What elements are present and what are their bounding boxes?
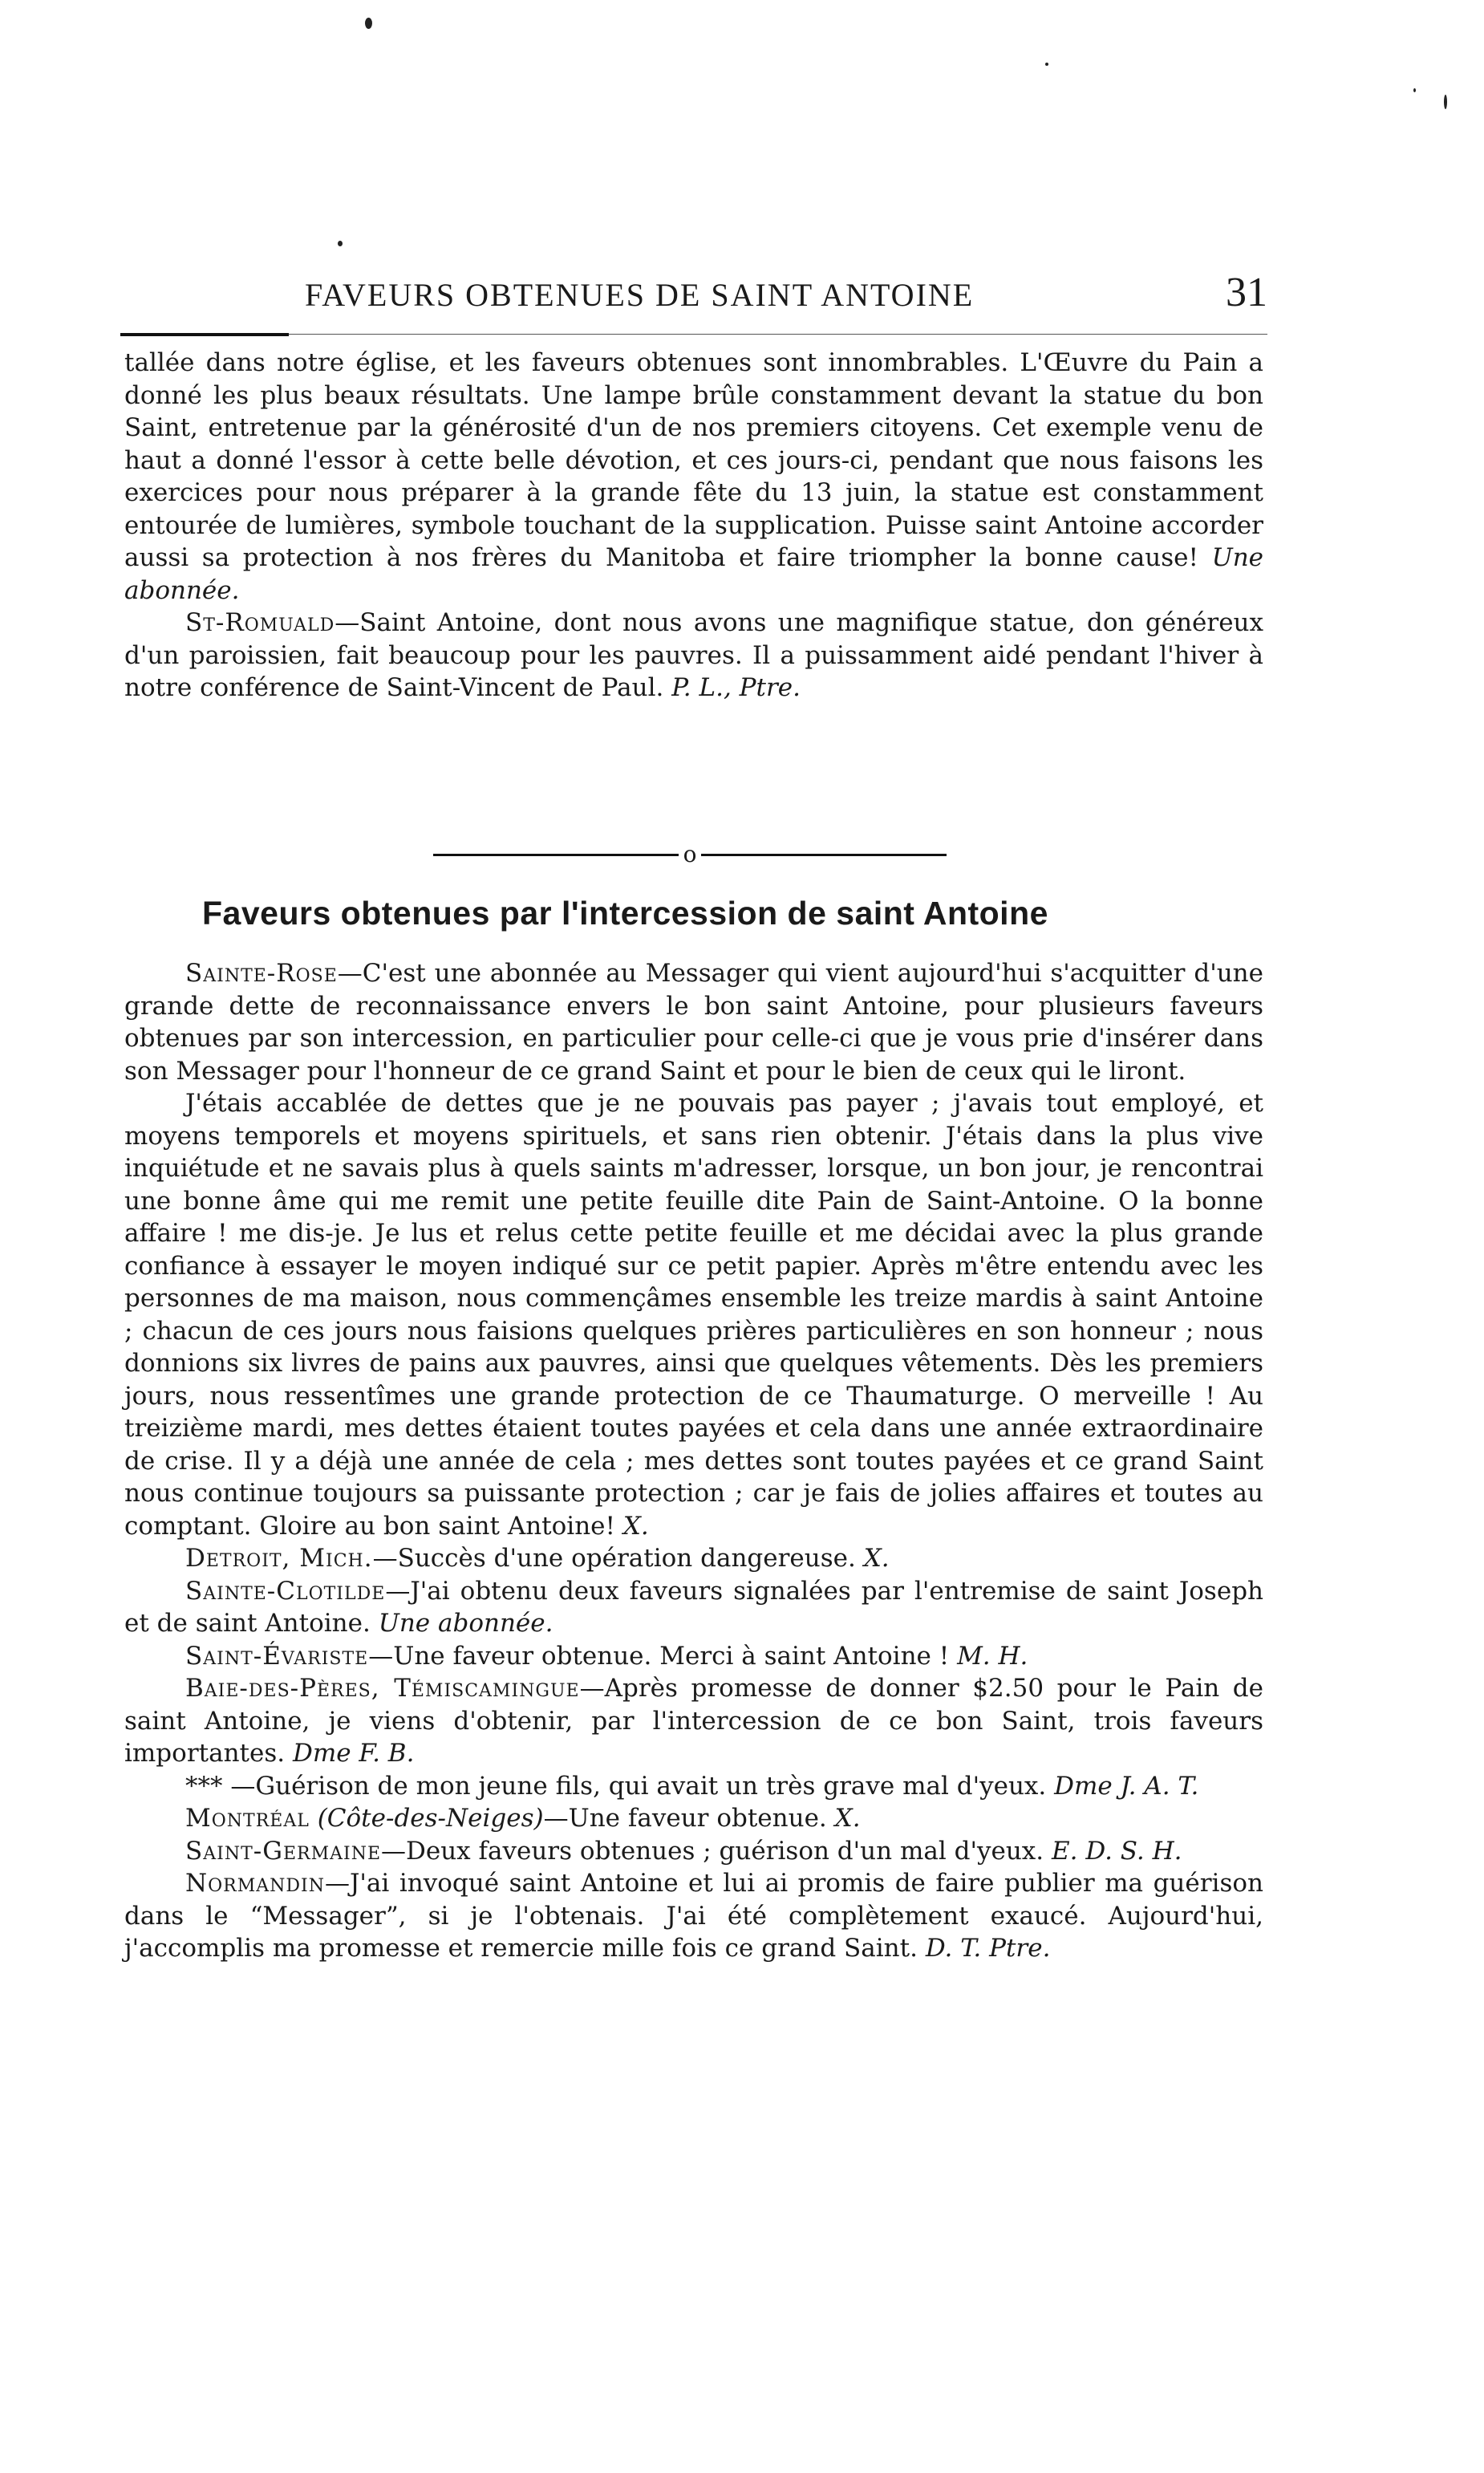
paragraph-text: tallée dans notre église, et les faveurs obtenues sont innombrables. L'Œuvre du Pain a donné les plus beaux résultats. Une lampe brûle constamment devant la statue du bon Saint, entretenue par la générosité d'un de nos premiers citoyens. Cet exemple venu de haut a donné l'essor à cette belle dévotion, et ces jours-ci, pendant que nous faisons les exercices pour nous préparer à la grande fête du 13 juin, la statue est constamment entourée de lumières, symbole touchant de la supplication. Puisse saint Antoine accorder aussi sa protection à nos frères du Manitoba et faire triompher la bonne cause! bbox=[124, 348, 1263, 572]
place-name: Montréal bbox=[185, 1804, 310, 1833]
place-name: Sainte-Clotilde bbox=[185, 1576, 386, 1606]
entry-text: —Deux faveurs obtenues ; guérison d'un mal d'yeux. bbox=[381, 1836, 1044, 1866]
place-name: Sainte-Rose bbox=[185, 959, 338, 988]
paragraph bbox=[124, 347, 1263, 607]
paragraph-text: —Saint Antoine, dont nous avons une magnifique statue, don généreux d'un paroissien, fait beaucoup pour les pauvres. Il a puissamment aidé pendant l'hiver à notre conférence de Saint-Vincent de Paul. bbox=[124, 608, 1263, 702]
entry-text: —C'est une abonnée au Messager qui vient aujourd'hui s'acquitter d'une grande dette de reconnaissance envers le bon saint Antoine, pour plusieurs faveurs obtenues par son intercession, en particulier pour celle-ci que je vous prie d'insérer dans son Messager pour l'honneur de ce grand Saint et pour le bien de ceux qui le liront. bbox=[124, 959, 1263, 1086]
header-rule-thick bbox=[120, 333, 289, 336]
entry bbox=[124, 957, 1263, 1087]
place-name: Detroit, Mich. bbox=[185, 1544, 373, 1573]
place-name: Baie-des-Pères, Témiscamingue bbox=[185, 1674, 580, 1703]
place-name: Saint-Évariste bbox=[185, 1641, 369, 1671]
signature: D. T. Ptre. bbox=[925, 1934, 1051, 1963]
entry bbox=[124, 1770, 1263, 1803]
entry bbox=[124, 1802, 1263, 1835]
separator-line bbox=[433, 854, 679, 856]
entry bbox=[124, 1542, 1263, 1575]
header-rule-thin bbox=[289, 334, 1267, 335]
signature: M. H. bbox=[957, 1641, 1028, 1671]
signature: Dme J. A. T. bbox=[1054, 1771, 1199, 1801]
signature: P. L., Ptre. bbox=[671, 673, 801, 702]
entry bbox=[124, 1087, 1263, 1542]
entry-text: —J'ai obtenu deux faveurs signalées par l'entremise de saint Joseph et de saint Antoine. bbox=[124, 1576, 1263, 1638]
section-separator bbox=[433, 843, 947, 867]
running-title: FAVEURS OBTENUES DE SAINT ANTOINE bbox=[305, 277, 975, 313]
print-speck bbox=[365, 18, 372, 29]
print-speck bbox=[1045, 63, 1048, 66]
place-note: (Côte-des-Neiges) bbox=[317, 1804, 544, 1833]
paragraph bbox=[124, 607, 1263, 705]
entry bbox=[124, 1867, 1263, 1965]
entry bbox=[124, 1835, 1263, 1868]
separator-glyph: o bbox=[683, 841, 697, 867]
entry-text: —J'ai invoqué saint Antoine et lui ai promis de faire publier ma guérison dans le “Messager”, si je l'obtenais. J'ai été complètement exaucé. Aujourd'hui, j'accomplis ma promesse et remercie mille fois ce grand Saint. bbox=[124, 1869, 1263, 1963]
signature: X. bbox=[834, 1804, 861, 1833]
header-rule bbox=[120, 333, 1267, 338]
print-speck bbox=[338, 241, 343, 246]
section-entries bbox=[124, 957, 1263, 1965]
print-speck bbox=[1444, 95, 1447, 109]
place-name: Saint-Germaine bbox=[185, 1836, 382, 1866]
entry-text: J'étais accablée de dettes que je ne pouvais pas payer ; j'avais tout employé, et moyens temporels et moyens spirituels, et sans rien obtenir. J'étais dans la plus vive inquiétude et ne savais plus à quels saints m'adresser, lorsque, un bon jour, je rencontrai une bonne âme qui me remit une petite feuille dite Pain de Saint-Antoine. O la bonne affaire ! me dis-je. Je lus et relus cette petite feuille et me décidai avec la plus grande confiance à essayer le moyen indiqué sur ce petit papier. Après m'être entendu avec les personnes de ma maison, nous commençâmes ensemble les treize mardis à saint Antoine ; chacun de ces jours nous faisions quelques prières particulières en son honneur ; nous donnions six livres de pains aux pauvres, ainsi que quelques vêtements. Dès les premiers jours, nous ressentîmes une grande protection de ce Thaumaturge. O merveille ! Au treizième mardi, mes dettes étaient toutes payées et cela dans une année extraordinaire de crise. Il y a déjà une année de cela ; mes dettes sont toutes payées et ce grand Saint nous continue toujours sa puissante protection ; car je fais de jolies affaires et toutes au comptant. Gloire au bon saint Antoine! bbox=[124, 1089, 1263, 1541]
signature: Dme F. B. bbox=[292, 1739, 415, 1768]
signature: X. bbox=[622, 1511, 649, 1541]
print-speck bbox=[1413, 88, 1416, 92]
signature: X. bbox=[863, 1544, 890, 1573]
entry bbox=[124, 1640, 1263, 1673]
entry-text: —Une faveur obtenue. bbox=[543, 1804, 827, 1833]
separator-line bbox=[701, 854, 947, 856]
page-number: 31 bbox=[1226, 270, 1267, 315]
running-head bbox=[120, 269, 1267, 316]
entry-text: —Après promesse de donner $2.50 pour le Pain de saint Antoine, je viens d'obtenir, par l'intercession de ce bon Saint, trois faveurs importantes. bbox=[124, 1674, 1263, 1768]
place-name: Normandin bbox=[185, 1869, 325, 1898]
entry bbox=[124, 1672, 1263, 1770]
entry-text: —Une faveur obtenue. Merci à saint Antoine ! bbox=[368, 1641, 950, 1671]
place-name: *** bbox=[185, 1771, 223, 1801]
section-heading: Faveurs obtenues par l'intercession de saint Antoine bbox=[202, 895, 1048, 932]
signature: Une abonnée. bbox=[378, 1609, 553, 1638]
place-name: St-Romuald bbox=[185, 608, 335, 637]
continued-text bbox=[124, 347, 1263, 705]
entry-text: —Guérison de mon jeune fils, qui avait un très grave mal d'yeux. bbox=[222, 1771, 1047, 1801]
signature: E. D. S. H. bbox=[1052, 1836, 1182, 1866]
signature: Une abonnée. bbox=[124, 543, 1263, 605]
entry bbox=[124, 1575, 1263, 1640]
entry-text: —Succès d'une opération dangereuse. bbox=[372, 1544, 856, 1573]
